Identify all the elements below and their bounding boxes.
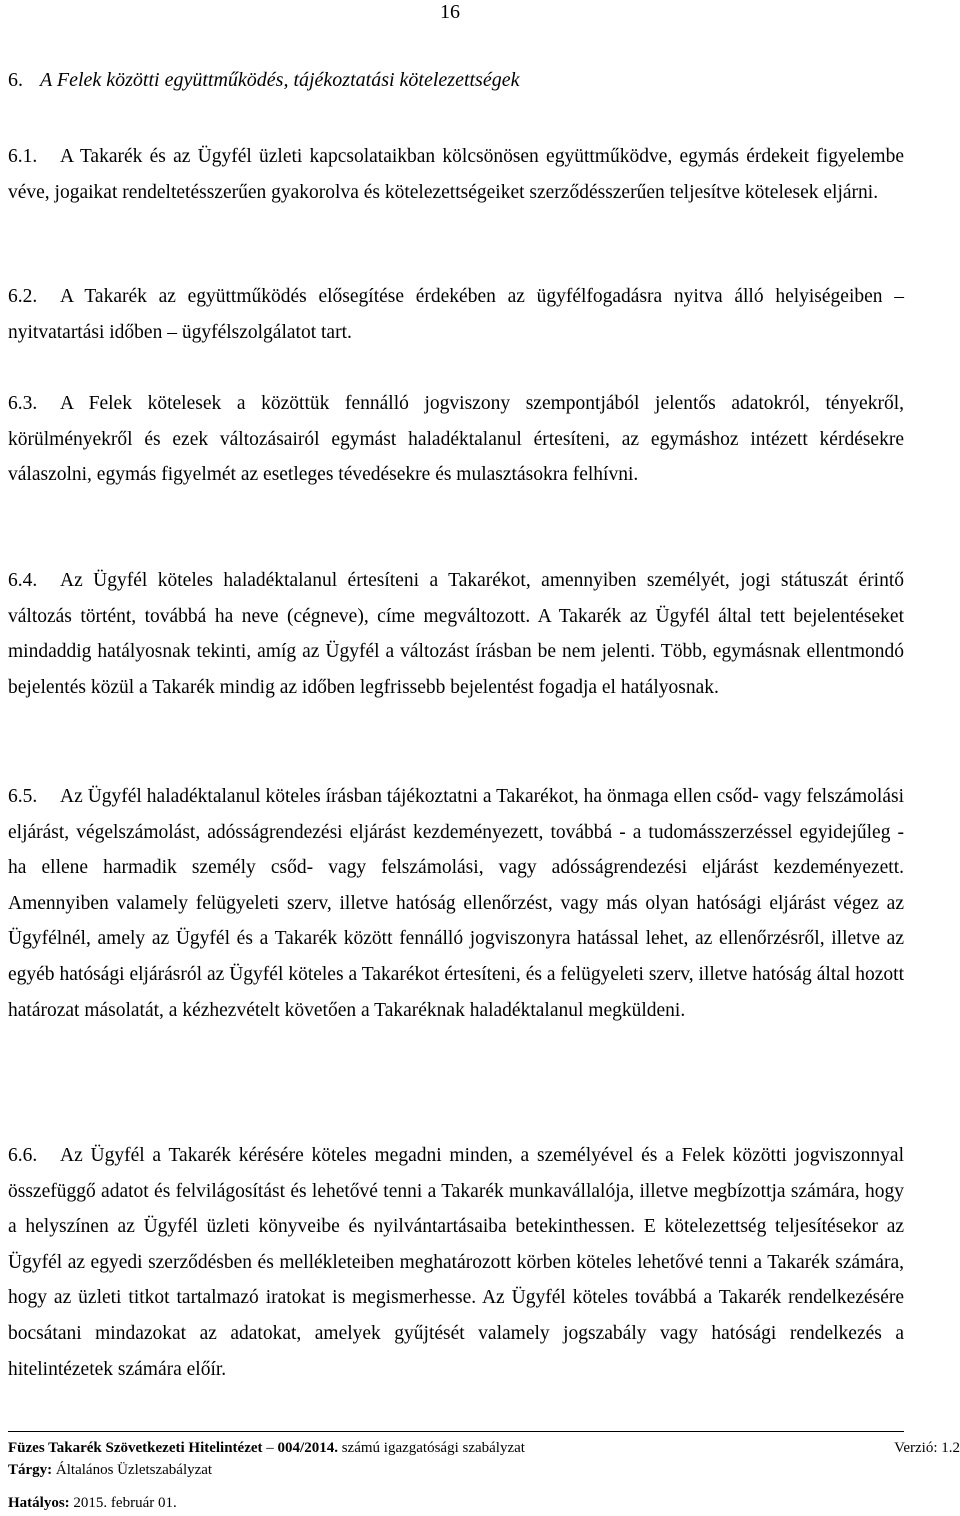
paragraph-6-5	[8, 779, 904, 1028]
paragraph-6-3	[8, 386, 904, 493]
paragraph-text: Az Ügyfél köteles haladéktalanul értesíteni a Takarékot, amennyiben személyét, jogi státuszát érintő változás történt, továbbá ha neve (cégneve), címe megváltozott. A Takarék az Ügyfél által tett bejelentéseket mindaddig hatályosnak tekinti, amíg az Ügyfél a változást írásban be nem jelenti. Több, egymásnak ellentmondó bejelentés közül a Takarék mindig az időben legfrissebb bejelentést fogadja el hatályosnak.	[8, 570, 904, 698]
paragraph-6-2	[8, 279, 904, 350]
footer-regulation-line: Füzes Takarék Szövetkezeti Hitelintézet – 004/2014. számú igazgatósági szabályzat Verzió: 1.2	[8, 1440, 960, 1456]
footer-effective-label: Hatályos:	[8, 1495, 70, 1511]
footer-subject-line	[8, 1460, 960, 1480]
footer-divider	[8, 1431, 904, 1432]
footer-subject-value: Általános Üzletszabályzat	[55, 1462, 213, 1478]
footer-version	[894, 1438, 960, 1458]
section-title	[8, 66, 519, 94]
footer-version-value: 1.2	[941, 1440, 960, 1456]
paragraph-6-1	[8, 139, 904, 210]
footer-version-label: Verzió:	[894, 1440, 938, 1456]
section-number: 6.	[8, 69, 23, 91]
paragraph-text: A Felek kötelesek a közöttük fennálló jogviszony szempontjából jelentős adatokról, tényekről, körülményekről és ezek változásairól egymást haladéktalanul értesíteni, az egymáshoz intézett kérdésekre válaszolni, egymás figyelmét az esetleges tévedésekre és mulasztásokra felhívni.	[8, 393, 904, 486]
footer-regulation-label: számú igazgatósági szabályzat	[341, 1440, 525, 1456]
paragraph-6-4	[8, 563, 904, 705]
footer-effective-line	[8, 1493, 960, 1513]
footer-effective-value: 2015. február 01.	[73, 1495, 177, 1511]
paragraph-text: Az Ügyfél a Takarék kérésére köteles megadni minden, a személyével és a Felek közötti jogviszonnyal összefüggő adatot és felvilágosítást és lehetővé tenni a Takarék munkavállalója, illetve megbízottja számára, hogy a helyszínen az Ügyfél üzleti könyveibe és nyilvántartásaiba betekinthessen. E kötelezettség teljesítésekor az Ügyfél az egyedi szerződésben és mellékleteiben meghatározott körben köteles lehetővé tenni a Takarék számára, hogy az üzleti titkot tartalmazó iratokat is megismerhesse. Az Ügyfél köteles továbbá a Takarék rendelkezésére bocsátani mindazokat az adatokat, amelyek gyűjtését valamely jogszabály vagy hatósági rendelkezés a hitelintézetek számára előír.	[8, 1145, 904, 1380]
footer-subject-label: Tárgy:	[8, 1462, 53, 1478]
paragraph-number: 6.5.	[8, 786, 38, 807]
paragraph-text: A Takarék az együttműködés elősegítése érdekében az ügyfélfogadásra nyitva álló helyiségeiben – nyitvatartási időben – ügyfélszolgálatot tart.	[8, 286, 904, 343]
paragraph-number: 6.1.	[8, 146, 38, 167]
footer-institution: Füzes Takarék Szövetkezeti Hitelintézet	[8, 1440, 263, 1456]
paragraph-6-6	[8, 1138, 904, 1387]
paragraph-number: 6.2.	[8, 286, 38, 307]
section-title-text: A Felek közötti együttműködés, tájékoztatási kötelezettségek	[40, 69, 520, 91]
paragraph-number: 6.4.	[8, 570, 38, 591]
paragraph-text: A Takarék és az Ügyfél üzleti kapcsolataikban kölcsönösen együttműködve, egymás érdekeit figyelembe véve, jogaikat rendeltetésszerűen gyakorolva és kötelezettségeiket szerződésszerűen teljesítve kötelesek eljárni.	[8, 146, 904, 203]
paragraph-text: Az Ügyfél haladéktalanul köteles írásban tájékoztatni a Takarékot, ha önmaga ellen csőd- vagy felszámolási eljárást, végelszámolást, adósságrendezési eljárást kezdeményezett, továbbá - a tudomásszerzéssel egyidejűleg - ha ellene harmadik személy csőd- vagy felszámolási, vagy adósságrendezési eljárást kezdeményezett. Amennyiben valamely felügyeleti szerv, illetve hatóság ellenőrzést, vagy más olyan hatósági eljárást végez az Ügyfélnél, amely az Ügyfél és a Takarék között fennálló jogviszonyra hatással lehet, az ellenőrzésről, illetve az egyéb hatósági eljárásról az Ügyfél köteles a Takarékot értesíteni, és a felügyeleti szerv, illetve hatóság által hozott határozat másolatát, a kézhezvételt követően a Takaréknak haladéktalanul megküldeni.	[8, 786, 904, 1021]
paragraph-number: 6.6.	[8, 1145, 38, 1166]
paragraph-number: 6.3.	[8, 393, 38, 414]
footer-regulation-number: 004/2014.	[277, 1440, 338, 1456]
page-number: 16	[440, 1, 460, 23]
